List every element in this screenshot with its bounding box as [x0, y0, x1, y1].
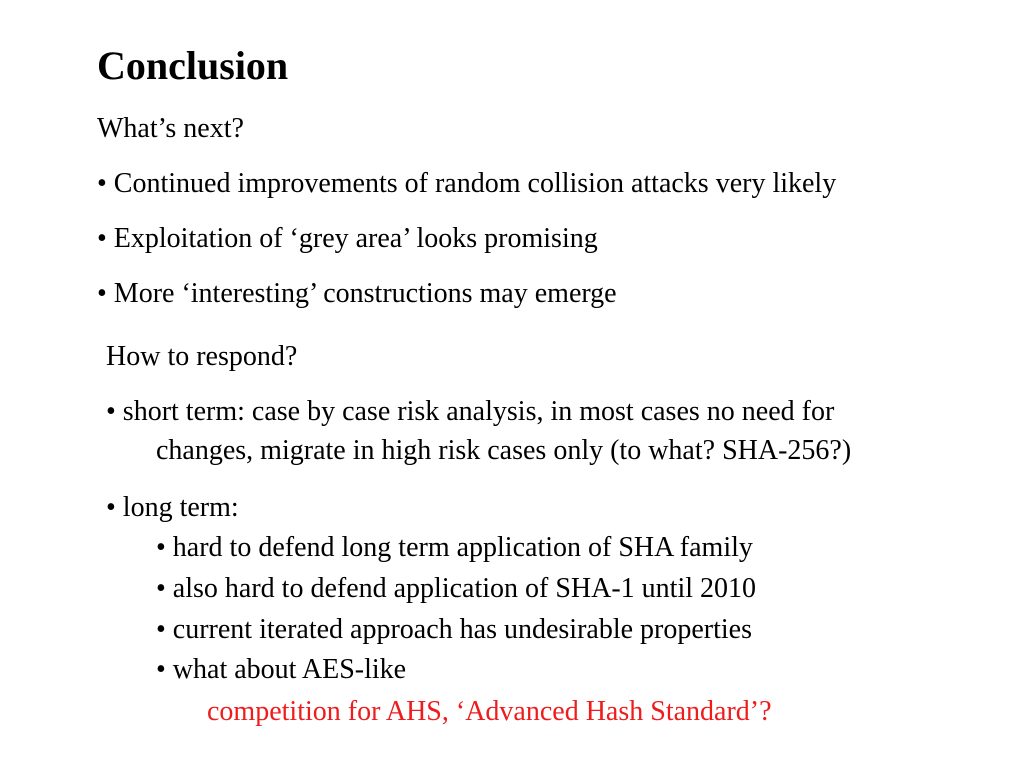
highlight-text: competition for AHS, ‘Advanced Hash Standard’?: [207, 696, 772, 727]
long-term-bullet: • long term:: [106, 492, 239, 523]
sub-bullet-item: • current iterated approach has undesirable properties: [156, 614, 752, 645]
sub-bullet-item: • what about AES-like: [156, 654, 407, 685]
slide-title: Conclusion: [97, 43, 289, 88]
bullet-item: • Exploitation of ‘grey area’ looks promising: [97, 223, 598, 254]
short-term-bullet-continuation: changes, migrate in high risk cases only (to what? SHA-256?): [156, 435, 852, 466]
section-heading-how-to-respond: How to respond?: [106, 341, 298, 372]
bullet-item: • Continued improvements of random collision attacks very likely: [97, 168, 837, 199]
section-heading-whats-next: What’s next?: [97, 113, 244, 144]
sub-bullet-item: • also hard to defend application of SHA-1 until 2010: [156, 573, 757, 604]
sub-bullet-item: • hard to defend long term application of SHA family: [156, 532, 753, 563]
short-term-bullet: • short term: case by case risk analysis, in most cases no need for: [106, 396, 835, 427]
bullet-item: • More ‘interesting’ constructions may emerge: [97, 278, 617, 309]
